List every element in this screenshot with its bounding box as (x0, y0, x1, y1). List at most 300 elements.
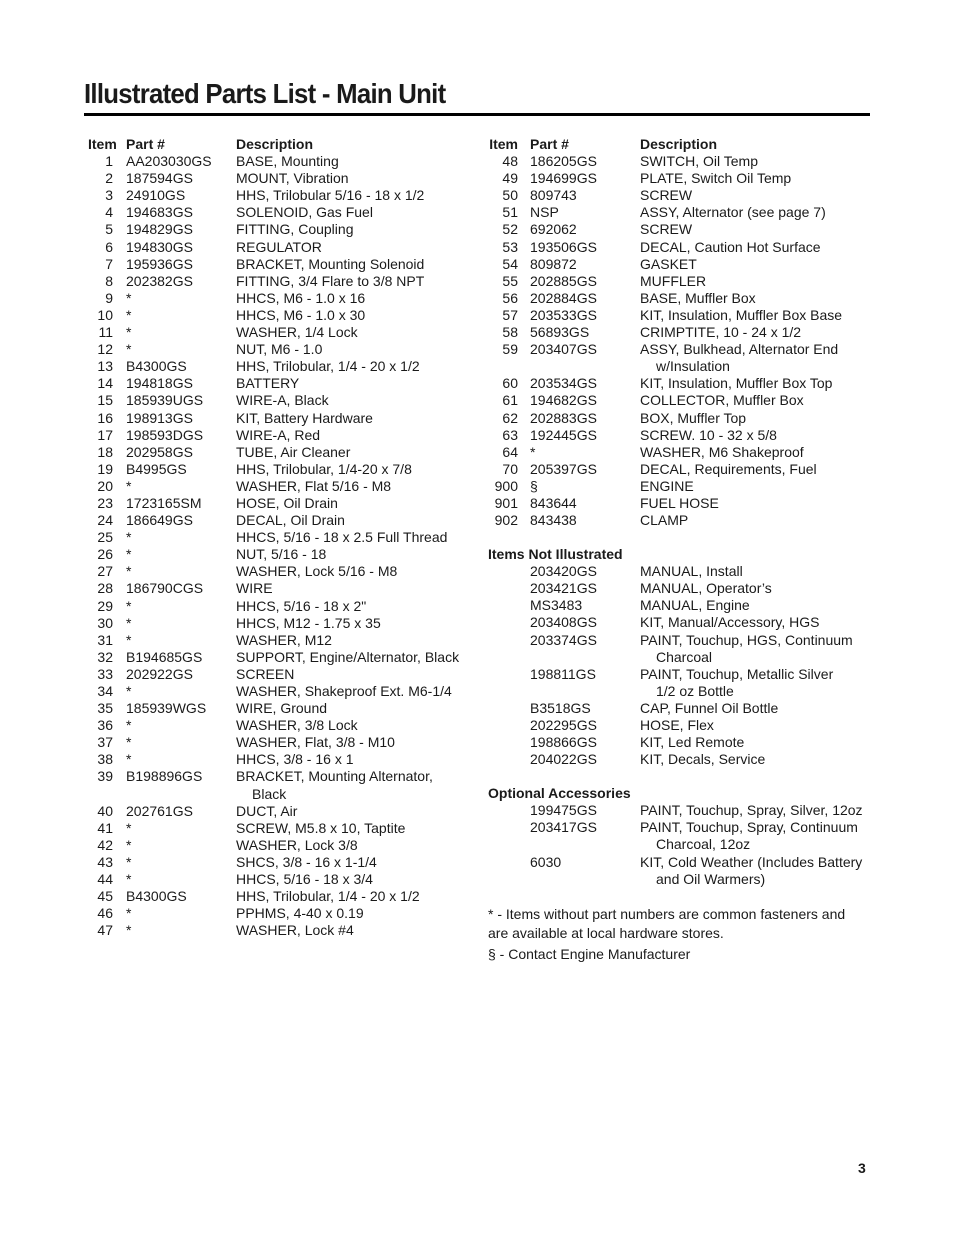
description: ASSY, Bulkhead, Alternator End (640, 341, 839, 358)
optional-accessories-title: Optional Accessories (488, 785, 631, 802)
description: PAINT, Touchup, Spray, Continuum (640, 819, 858, 836)
description: 1/2 oz Bottle (656, 682, 734, 699)
table-row (88, 922, 468, 939)
description: BOX, Muffler Top (640, 409, 747, 426)
description: CRIMPTITE, 10 - 24 x 1/2 (640, 324, 802, 341)
part-number: 193506GS (530, 238, 597, 255)
table-row (488, 819, 868, 836)
description: ENGINE (640, 477, 694, 494)
page-number: 3 (858, 1160, 866, 1176)
part-number: * (126, 905, 132, 922)
description: FITTING, 3/4 Flare to 3/8 NPT (236, 272, 425, 289)
description: SWITCH, Oil Temp (640, 153, 758, 170)
part-number: 194818GS (126, 375, 193, 392)
item-number: 9 (105, 289, 113, 306)
description: KIT, Manual/Accessory, HGS (640, 614, 820, 631)
part-number: 202382GS (126, 272, 193, 289)
description: WASHER, 1/4 Lock (236, 324, 358, 341)
part-number: 186649GS (126, 512, 193, 529)
table-row (488, 734, 868, 751)
part-number: * (126, 871, 132, 888)
item-number: 46 (97, 905, 113, 922)
part-number: 198593DGS (126, 426, 204, 443)
description: SCREW. 10 - 32 x 5/8 (640, 426, 777, 443)
item-number: 26 (97, 546, 113, 563)
part-number: 194683GS (126, 204, 193, 221)
part-number: * (126, 324, 132, 341)
part-number: 843438 (530, 512, 577, 529)
table-row (88, 478, 468, 495)
table-row (88, 632, 468, 649)
description: KIT, Decals, Service (640, 751, 766, 768)
table-header (88, 136, 468, 153)
table-row (88, 598, 468, 615)
table-row (488, 324, 868, 341)
part-number: 202884GS (530, 289, 597, 306)
item-number: 64 (502, 443, 518, 460)
table-row (88, 905, 468, 922)
part-number: NSP (530, 204, 559, 221)
item-number: 14 (97, 375, 113, 392)
header-item: Item (88, 136, 117, 152)
table-row (88, 768, 468, 785)
part-number: 195936GS (126, 255, 193, 272)
table-row-continuation (488, 871, 868, 888)
table-row (88, 751, 468, 768)
table-row (88, 666, 468, 683)
description: DUCT, Air (236, 802, 298, 819)
part-number: 6030 (530, 853, 562, 870)
item-number: 34 (97, 683, 113, 699)
description: DECAL, Oil Drain (236, 512, 345, 529)
table-row (88, 529, 468, 546)
table-row (488, 597, 868, 614)
part-number: 24910GS (126, 187, 186, 204)
item-number: 36 (97, 717, 113, 734)
description: HHS, Trilobular, 1/4 - 20 x 1/2 (236, 358, 420, 375)
part-number: B4300GS (126, 358, 187, 375)
part-number: * (126, 289, 132, 306)
part-number: 202295GS (530, 717, 597, 733)
item-number: 3 (105, 187, 113, 204)
table-row-continuation (488, 836, 868, 853)
engine-note: § - Contact Engine Manufacturer (488, 945, 691, 962)
item-number: 38 (97, 751, 113, 768)
part-number: 203534GS (530, 375, 597, 392)
description: Black (252, 785, 287, 802)
part-number: * (126, 341, 132, 358)
item-number: 11 (98, 324, 113, 341)
part-number: 202922GS (126, 665, 193, 682)
title-rule (84, 113, 870, 116)
part-number: § (530, 477, 538, 494)
part-number: 203374GS (530, 631, 597, 648)
part-number: 205397GS (530, 460, 597, 477)
item-number: 27 (97, 563, 113, 580)
table-row (88, 204, 468, 221)
not-illustrated-title: Items Not Illustrated (488, 546, 623, 563)
description: WIRE-A, Black (236, 392, 329, 409)
table-row (88, 888, 468, 905)
description: BASE, Muffler Box (640, 289, 756, 306)
table-row (488, 614, 868, 631)
item-number: 39 (97, 768, 113, 785)
part-number: 198913GS (126, 409, 193, 426)
part-number: * (126, 477, 132, 494)
part-number: 692062 (530, 221, 577, 238)
item-number: 61 (502, 392, 518, 409)
table-row (88, 290, 468, 307)
description: PLATE, Switch Oil Temp (640, 170, 792, 187)
description: NUT, M6 - 1.0 (236, 341, 323, 358)
table-header (488, 136, 868, 153)
item-number: 56 (502, 289, 518, 306)
table-row (88, 427, 468, 444)
item-number: 2 (105, 170, 113, 187)
part-number: * (126, 717, 132, 734)
parts-table-right (488, 136, 868, 964)
item-number: 53 (502, 238, 518, 255)
part-number: 809872 (530, 255, 577, 272)
description: COLLECTOR, Muffler Box (640, 392, 804, 409)
table-row (88, 803, 468, 820)
table-row (488, 307, 868, 324)
description: FITTING, Coupling (236, 221, 354, 238)
item-number: 35 (97, 700, 113, 717)
table-row (488, 290, 868, 307)
part-number: * (126, 597, 132, 614)
table-row (88, 375, 468, 392)
description: MANUAL, Engine (640, 597, 750, 614)
item-number: 900 (494, 477, 518, 494)
part-number: 185939UGS (126, 392, 204, 409)
left-rows (88, 153, 468, 939)
header-description: Description (236, 136, 314, 152)
table-row (488, 700, 868, 717)
description: WASHER, Lock #4 (236, 922, 354, 939)
table-row (488, 580, 868, 597)
table-row (88, 563, 468, 580)
item-number: 41 (97, 819, 113, 836)
table-row (488, 632, 868, 649)
table-row (88, 580, 468, 597)
description: HHCS, M6 - 1.0 x 30 (236, 306, 366, 323)
item-number: 49 (502, 170, 518, 187)
part-number: * (126, 836, 132, 853)
item-number: 902 (494, 512, 518, 529)
header-item: Item (489, 136, 518, 152)
item-number: 45 (97, 888, 113, 905)
part-number: 202885GS (530, 272, 597, 289)
part-number: 192445GS (530, 426, 597, 443)
item-number: 57 (502, 306, 518, 323)
part-number: * (126, 631, 132, 648)
part-number: 194699GS (530, 170, 597, 187)
description: HHCS, 5/16 - 18 x 2" (236, 597, 367, 614)
description: HHCS, M6 - 1.0 x 16 (236, 289, 366, 306)
table-row (488, 170, 868, 187)
table-row (88, 341, 468, 358)
item-number: 50 (502, 187, 518, 204)
description: HHS, Trilobular, 1/4 - 20 x 1/2 (236, 888, 420, 905)
description: PPHMS, 4-40 x 0.19 (236, 905, 364, 922)
table-row (488, 461, 868, 478)
item-number: 54 (502, 255, 518, 272)
item-number: 70 (502, 460, 518, 477)
description: Charcoal, 12oz (656, 836, 751, 853)
table-row (488, 341, 868, 358)
item-number: 29 (97, 597, 113, 614)
table-row (88, 444, 468, 461)
description: SCREW (640, 187, 693, 204)
table-row (488, 410, 868, 427)
description: HHCS, 5/16 - 18 x 2.5 Full Thread (236, 529, 448, 546)
part-number: 202958GS (126, 443, 193, 460)
table-row (488, 375, 868, 392)
table-row-continuation (88, 786, 468, 803)
part-number: * (126, 819, 132, 836)
item-number: 4 (105, 204, 113, 221)
item-number: 13 (97, 358, 113, 375)
optional-accessories-rows (488, 802, 868, 887)
item-number: 17 (97, 426, 113, 443)
table-row (88, 221, 468, 238)
table-row (88, 273, 468, 290)
part-number: 1723165SM (126, 494, 202, 511)
description: KIT, Cold Weather (Includes Battery (640, 853, 863, 870)
part-number: 186790CGS (126, 580, 204, 597)
description: SUPPORT, Engine/Alternator, Black (236, 648, 460, 665)
description: CLAMP (640, 512, 689, 529)
description: GASKET (640, 255, 697, 272)
part-number: * (126, 546, 132, 563)
table-row (88, 871, 468, 888)
table-row-continuation (488, 649, 868, 666)
description: WIRE, Ground (236, 700, 328, 717)
item-number: 24 (97, 512, 113, 529)
item-number: 16 (97, 409, 113, 426)
table-row (88, 615, 468, 632)
item-number: 37 (97, 734, 113, 751)
item-number: 47 (97, 922, 113, 939)
table-row (88, 170, 468, 187)
table-row (88, 546, 468, 563)
part-number: * (126, 853, 132, 870)
table-row (88, 854, 468, 871)
description: KIT, Insulation, Muffler Box Top (640, 375, 833, 392)
table-row (488, 204, 868, 221)
table-row (88, 239, 468, 256)
item-number: 23 (97, 494, 113, 511)
description: DECAL, Caution Hot Surface (640, 238, 821, 255)
item-number: 10 (97, 306, 113, 323)
part-number: B194685GS (126, 648, 203, 665)
description: NUT, 5/16 - 18 (236, 546, 327, 563)
table-row (488, 153, 868, 170)
description: WASHER, M6 Shakeproof (640, 443, 804, 460)
table-row (88, 820, 468, 837)
table-row (488, 495, 868, 512)
description: SCREEN (236, 665, 295, 682)
item-number: 62 (502, 409, 518, 426)
table-row (88, 649, 468, 666)
description: HHS, Trilobular, 1/4-20 x 7/8 (236, 460, 412, 477)
item-number: 25 (97, 529, 113, 546)
part-number: * (126, 529, 132, 546)
item-number: 6 (105, 238, 113, 255)
page-title: Illustrated Parts List - Main Unit (84, 78, 446, 109)
description: FUEL HOSE (640, 494, 719, 511)
part-number: * (126, 683, 132, 699)
description: WASHER, 3/8 Lock (236, 717, 358, 734)
item-number: 63 (502, 426, 518, 443)
part-number: * (126, 922, 132, 939)
part-number: * (530, 443, 536, 460)
part-number: 187594GS (126, 170, 193, 187)
item-number: 19 (97, 460, 113, 477)
item-number: 901 (494, 494, 518, 511)
description: BRACKET, Mounting Alternator, (236, 768, 433, 785)
part-number: 198811GS (530, 665, 596, 682)
item-number: 60 (502, 375, 518, 392)
table-row (488, 478, 868, 495)
table-row (88, 307, 468, 324)
description: WASHER, Lock 3/8 (236, 836, 358, 853)
description: WASHER, M12 (236, 631, 332, 648)
part-number: 202761GS (126, 802, 193, 819)
item-number: 44 (97, 871, 113, 888)
description: SHCS, 3/8 - 16 x 1-1/4 (236, 853, 377, 870)
description: HOSE, Oil Drain (236, 494, 338, 511)
item-number: 33 (97, 665, 113, 682)
part-number: 843644 (530, 494, 577, 511)
part-number: 202883GS (530, 409, 597, 426)
description: BASE, Mounting (236, 153, 339, 170)
part-number: 203417GS (530, 819, 597, 836)
parts-table-left (88, 136, 468, 939)
part-number: 203420GS (530, 563, 597, 580)
item-number: 55 (502, 272, 518, 289)
description: w/Insulation (656, 358, 730, 375)
description: WASHER, Lock 5/16 - M8 (236, 563, 398, 580)
description: MANUAL, Operator’s (640, 580, 772, 597)
table-row (488, 444, 868, 461)
part-number: MS3483 (530, 597, 583, 614)
header-description: Description (640, 136, 718, 152)
part-number: B4995GS (126, 460, 187, 477)
part-number: 199475GS (530, 802, 597, 819)
table-row-continuation (488, 358, 868, 375)
item-number: 40 (97, 802, 113, 819)
table-row (88, 324, 468, 341)
item-number: 8 (105, 272, 113, 289)
part-number: * (126, 734, 132, 751)
description: BRACKET, Mounting Solenoid (236, 255, 425, 272)
item-number: 42 (97, 836, 113, 853)
description: MUFFLER (640, 272, 707, 289)
description: WASHER, Flat 5/16 - M8 (236, 477, 392, 494)
description: HHCS, 3/8 - 16 x 1 (236, 751, 354, 768)
table-row (488, 717, 868, 734)
table-row (488, 221, 868, 238)
table-row (88, 410, 468, 427)
table-row (88, 717, 468, 734)
table-row (488, 239, 868, 256)
description: HHCS, 5/16 - 18 x 3/4 (236, 871, 373, 888)
description: WASHER, Flat, 3/8 - M10 (236, 734, 395, 751)
table-row (88, 358, 468, 375)
description: PAINT, Touchup, Metallic Silver (640, 665, 834, 682)
item-number: 18 (97, 443, 113, 460)
table-row (88, 392, 468, 409)
description: HHCS, M12 - 1.75 x 35 (236, 614, 381, 631)
item-number: 5 (105, 221, 113, 238)
part-number: * (126, 751, 132, 768)
part-number: 203408GS (530, 614, 597, 631)
table-row (88, 683, 468, 700)
item-number: 7 (105, 255, 113, 272)
table-row-continuation (488, 683, 868, 700)
table-row (488, 256, 868, 273)
description: ASSY, Alternator (see page 7) (640, 204, 826, 221)
item-number: 58 (502, 324, 518, 341)
part-number: 203533GS (530, 306, 597, 323)
description: SCREW, M5.8 x 10, Taptite (236, 819, 406, 836)
item-number: 28 (97, 580, 113, 597)
table-row (88, 734, 468, 751)
part-number: 194830GS (126, 238, 193, 255)
part-number: * (126, 306, 132, 323)
table-row (88, 187, 468, 204)
table-row (88, 495, 468, 512)
table-row (488, 392, 868, 409)
not-illustrated-rows (488, 563, 868, 768)
table-row (488, 512, 868, 529)
description: and Oil Warmers) (656, 870, 766, 887)
table-row (488, 563, 868, 580)
part-number: 198866GS (530, 734, 597, 751)
description: MOUNT, Vibration (236, 170, 349, 187)
part-number: * (126, 614, 132, 631)
part-number: 203407GS (530, 341, 597, 358)
part-number: 185939WGS (126, 700, 207, 717)
fasteners-note: * - Items without part numbers are common fasteners and are available at local hardware stores. (488, 905, 846, 941)
description: PAINT, Touchup, Spray, Silver, 12oz (640, 802, 863, 819)
table-row (88, 700, 468, 717)
description: KIT, Insulation, Muffler Box Base (640, 306, 843, 323)
item-number: 59 (502, 341, 518, 358)
description: HOSE, Flex (640, 717, 714, 733)
description: DECAL, Requirements, Fuel (640, 460, 817, 477)
table-row (488, 273, 868, 290)
item-number: 12 (97, 341, 113, 358)
item-number: 31 (97, 631, 113, 648)
part-number: 809743 (530, 187, 577, 204)
table-row (488, 802, 868, 819)
part-number: 203421GS (530, 580, 597, 597)
description: Charcoal (656, 648, 713, 665)
item-number: 1 (105, 153, 113, 170)
description: SCREW (640, 221, 693, 238)
part-number: 186205GS (530, 153, 597, 170)
part-number: 194682GS (530, 392, 597, 409)
table-row (88, 461, 468, 478)
part-number: * (126, 563, 132, 580)
table-row (488, 427, 868, 444)
part-number: B3518GS (530, 699, 591, 716)
table-row (488, 751, 868, 768)
description: PAINT, Touchup, HGS, Continuum (640, 631, 853, 648)
